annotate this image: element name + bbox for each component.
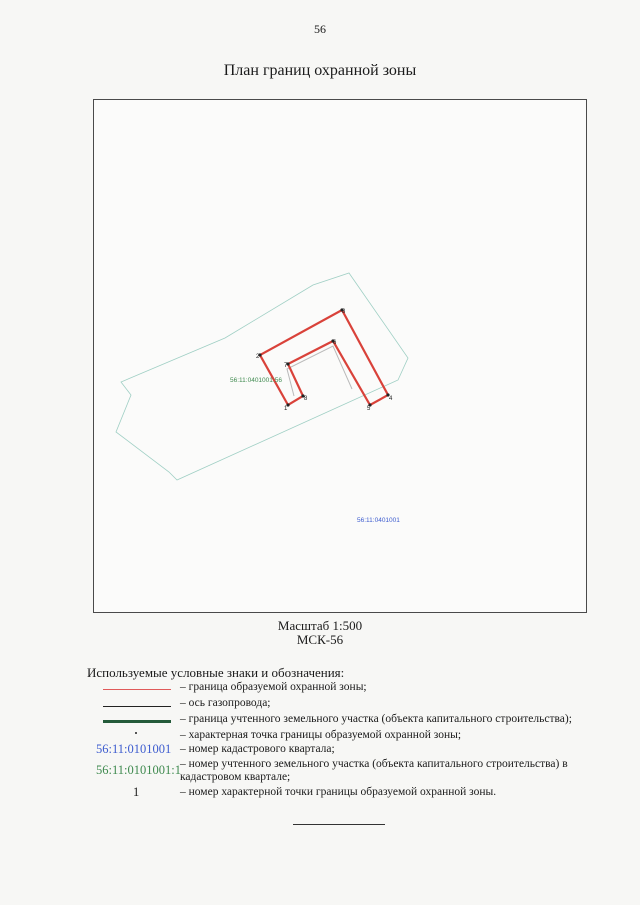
quarter-number-symbol: 56:11:0101001 [96,742,172,756]
point-symbol [135,732,137,734]
legend-title: Используемые условные знаки и обозначения: [87,665,345,680]
pipeline-axis-symbol [103,706,171,707]
map-frame [93,99,587,613]
point-label-5: 5 [367,406,371,412]
zone-boundary-symbol [103,689,171,690]
coordinate-system: МСК-56 [296,632,344,647]
parcel-number-symbol: 56:11:0101001:1 [96,763,181,777]
point-number-symbol: 1 [133,785,140,799]
pipeline-axis [287,346,352,396]
point-label-4: 4 [389,396,393,402]
quarter-label: 56:11:0401001 [357,517,400,524]
legend-desc: – номер учтенного земельного участка (объекта капитального строительства) в кадастровом квартале; [180,758,568,783]
point-label-1: 1 [284,406,288,412]
legend-desc: – граница учтенного земельного участка (объекта капитального строительства); [180,713,572,725]
parcel-boundary-symbol [103,720,171,723]
boundary-points [258,308,389,406]
page-title: План границ охранной зоны [223,62,417,79]
legend-desc: – номер кадастрового квартала; [180,743,335,755]
point-label-7: 7 [284,363,288,369]
legend-desc: – характерная точка границы образуемой охранной зоны; [180,729,462,741]
scale-text: Масштаб 1:500 [277,618,363,633]
point-label-3: 3 [342,309,346,315]
parcel-label: 56:11:0401001:56 [230,377,282,384]
zone-boundary [260,310,388,405]
legend-desc: – граница образуемой охранной зоны; [180,681,367,693]
legend-desc: – номер характерной точки границы образуемой охранной зоны. [180,786,497,798]
legend-desc: – ось газопровода; [180,697,271,709]
point-label-8: 8 [304,396,308,402]
legend-item-parcel-number [0,758,640,783]
footer-divider [293,824,385,825]
boundary-plan-map [94,100,588,614]
point-label-6: 6 [333,340,337,346]
page-number: 56 [314,22,326,36]
legend-item-point-number [0,785,640,803]
point-label-2: 2 [256,354,260,360]
